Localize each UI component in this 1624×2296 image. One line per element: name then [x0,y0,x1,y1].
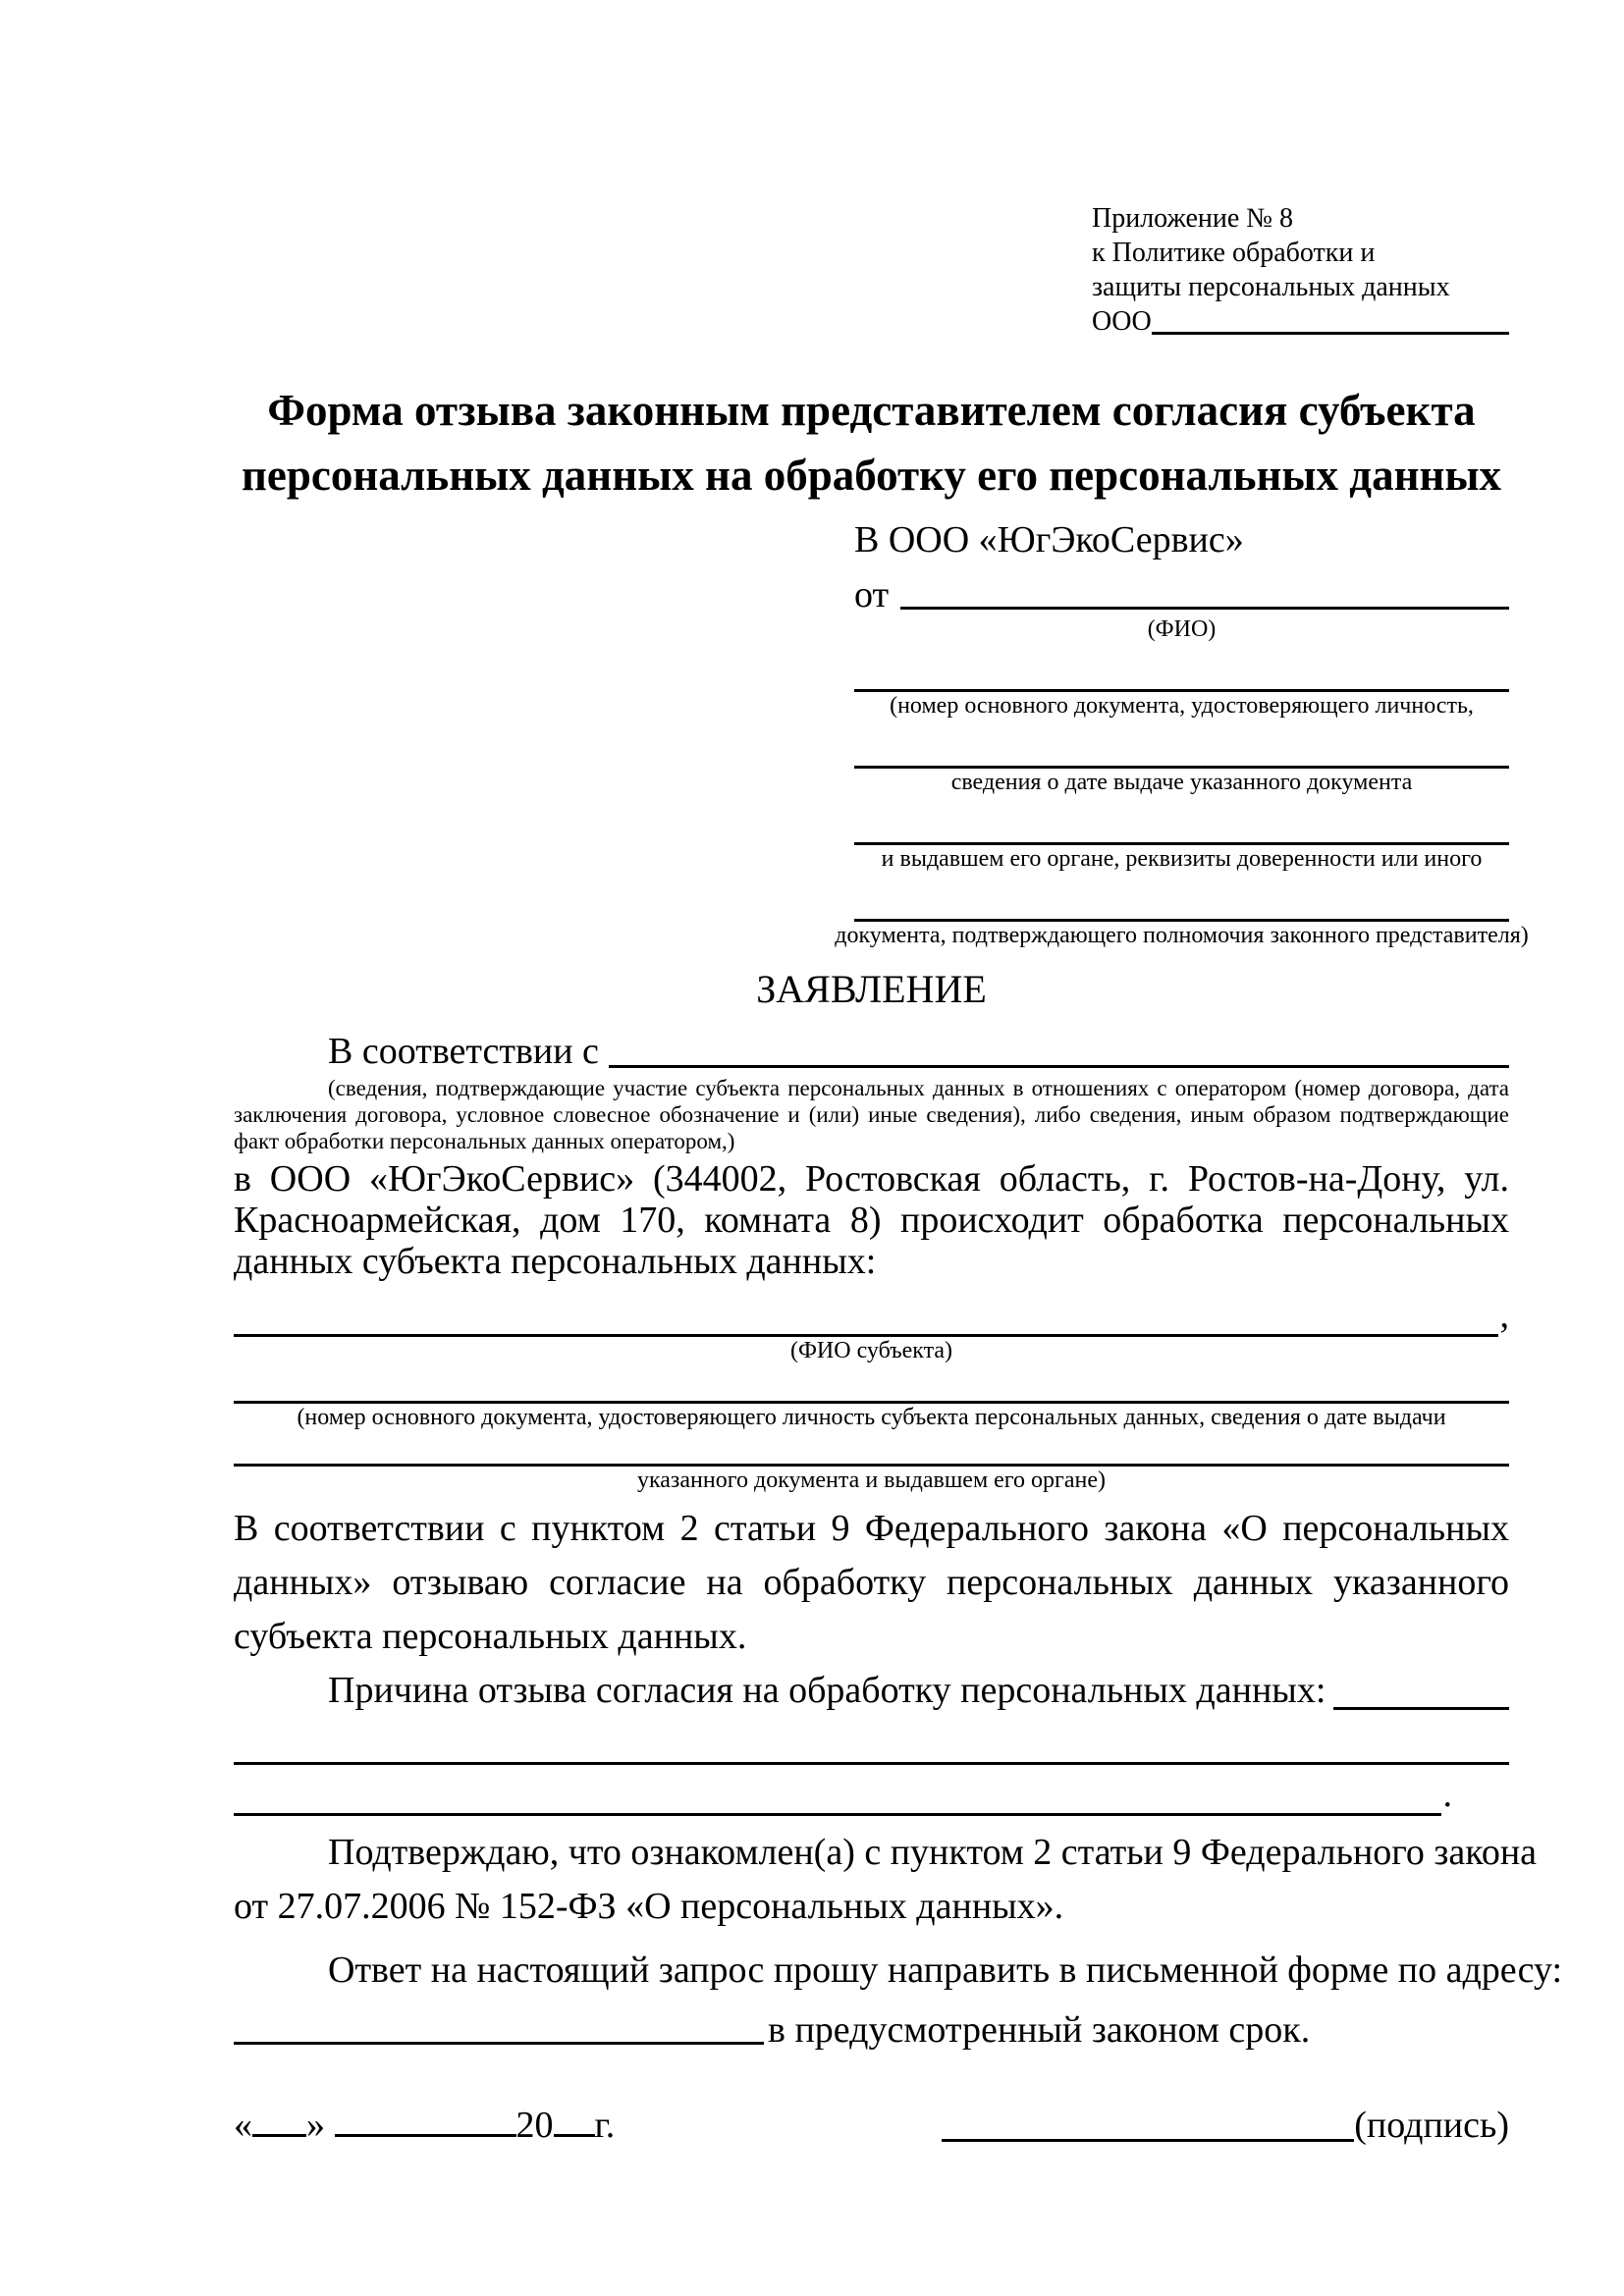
accordance-row [234,1028,1509,1075]
annex-policy-line-1: к Политике обработки и [1092,238,1376,268]
reason-blank-line-3 [234,1813,1441,1816]
footer-row [234,2103,1509,2148]
representative-doc-caption-3: и выдавшем его органе, реквизиты доверенности или иного [881,846,1483,872]
from-row [854,574,1509,615]
accordance-label: В соответствии с [328,1031,599,1072]
representative-doc-blank-line-1 [854,643,1509,692]
date-year-suffix: г. [594,2105,616,2146]
date-year-prefix: 20 [515,2105,554,2146]
accordance-blank-line [609,1065,1509,1068]
subject-doc-caption-1: (номер основного документа, удостоверяющего личность субъекта персональных данных, сведения о дате выдачи [297,1405,1446,1430]
reply-tail: в предусмотренный законом срок. [768,2009,1311,2051]
signature-area [942,2103,1509,2148]
subject-fio-caption: (ФИО субъекта) [789,1338,953,1363]
reason-end-row [234,1765,1509,1816]
representative-doc-caption-1: (номер основного документа, удостоверяющего личность, [890,693,1474,719]
date-month-blank [335,2108,516,2137]
representative-doc-blank-line-4 [854,873,1509,922]
addressee-org: В ООО «ЮгЭкоСервис» [854,519,1244,561]
confirm-paragraph-line-1: Подтверждаю, что ознакомлен(а) с пунктом 2 статьи 9 Федерального закона [328,1832,1538,1873]
fio-caption: (ФИО) [1147,616,1217,642]
confirm-paragraph-line-2: от 27.07.2006 № 152-ФЗ «О персональных данных». [234,1886,1064,1927]
signature-caption: (подпись) [1354,2105,1509,2146]
accordance-caption: (сведения, подтверждающие участие субъекта персональных данных в отношениях с оператором (номер договора, дата заключения договора, условное словесное обозначение и (или) иные сведения), либо сведения, иным образом подтверждающие факт обработки персональных данных оператором,) [234,1076,1509,1153]
annex-appendix-line: Приложение № 8 [1092,203,1293,234]
date-line [234,2103,615,2148]
document-title: Форма отзыва законным представителем согласия субъекта персональных данных на обработку его персональных данных [241,386,1502,500]
statement-heading: ЗАЯВЛЕНИЕ [756,967,987,1011]
reason-label: Причина отзыва согласия на обработку персональных данных: [328,1670,1326,1711]
reply-address-row [234,1998,1509,2052]
annex-block [1092,201,1509,339]
reason-blank-line-1 [1333,1707,1509,1710]
subject-doc-blank-line-2 [234,1431,1509,1467]
subject-doc-caption-2: указанного документа и выдавшем его органе) [636,1468,1107,1493]
date-year-blank [554,2108,595,2137]
representative-doc-caption-4: документа, подтверждающего полномочия законного представителя) [835,923,1529,948]
annex-org-label: ООО [1092,306,1152,337]
representative-doc-blank-line-2 [854,720,1509,769]
reason-row [234,1664,1509,1718]
addressee-block [835,519,1529,949]
reason-blank-line-2 [234,1718,1509,1765]
reply-paragraph-line-1: Ответ на настоящий запрос прошу направить в письменной форме по адресу: [328,1949,1563,1991]
annex-org-blank-line [1152,332,1509,335]
from-label: от [854,574,890,615]
withdraw-paragraph: В соответствии с пунктом 2 статьи 9 Федерального закона «О персональных данных» отзываю согласие на обработку персональных данных указанного субъекта персональных данных. [234,1508,1509,1657]
date-quote-open: « [234,2105,252,2146]
date-day-blank [252,2108,306,2137]
reply-address-blank-line [234,2042,764,2045]
from-blank-line [900,607,1509,610]
representative-doc-blank-line-3 [854,796,1509,845]
subject-fio-row [234,1296,1509,1337]
annex-policy-line-2: защиты персональных данных [1092,272,1450,302]
annex-org-row [1092,304,1509,339]
date-quote-close: » [306,2105,325,2146]
reason-period: . [1442,1774,1452,1815]
operator-paragraph: в ООО «ЮгЭкоСервис» (344002, Ростовская область, г. Ростов-на-Дону, ул. Красноармейская, дом 170, комната 8) происходит обработка персональных данных субъекта персональных данных: [234,1158,1509,1282]
subject-comma: , [1499,1295,1509,1336]
signature-blank-line [942,2112,1354,2142]
representative-doc-caption-2: сведения о дате выдаче указанного документа [950,770,1413,795]
subject-doc-blank-line-1 [234,1364,1509,1404]
